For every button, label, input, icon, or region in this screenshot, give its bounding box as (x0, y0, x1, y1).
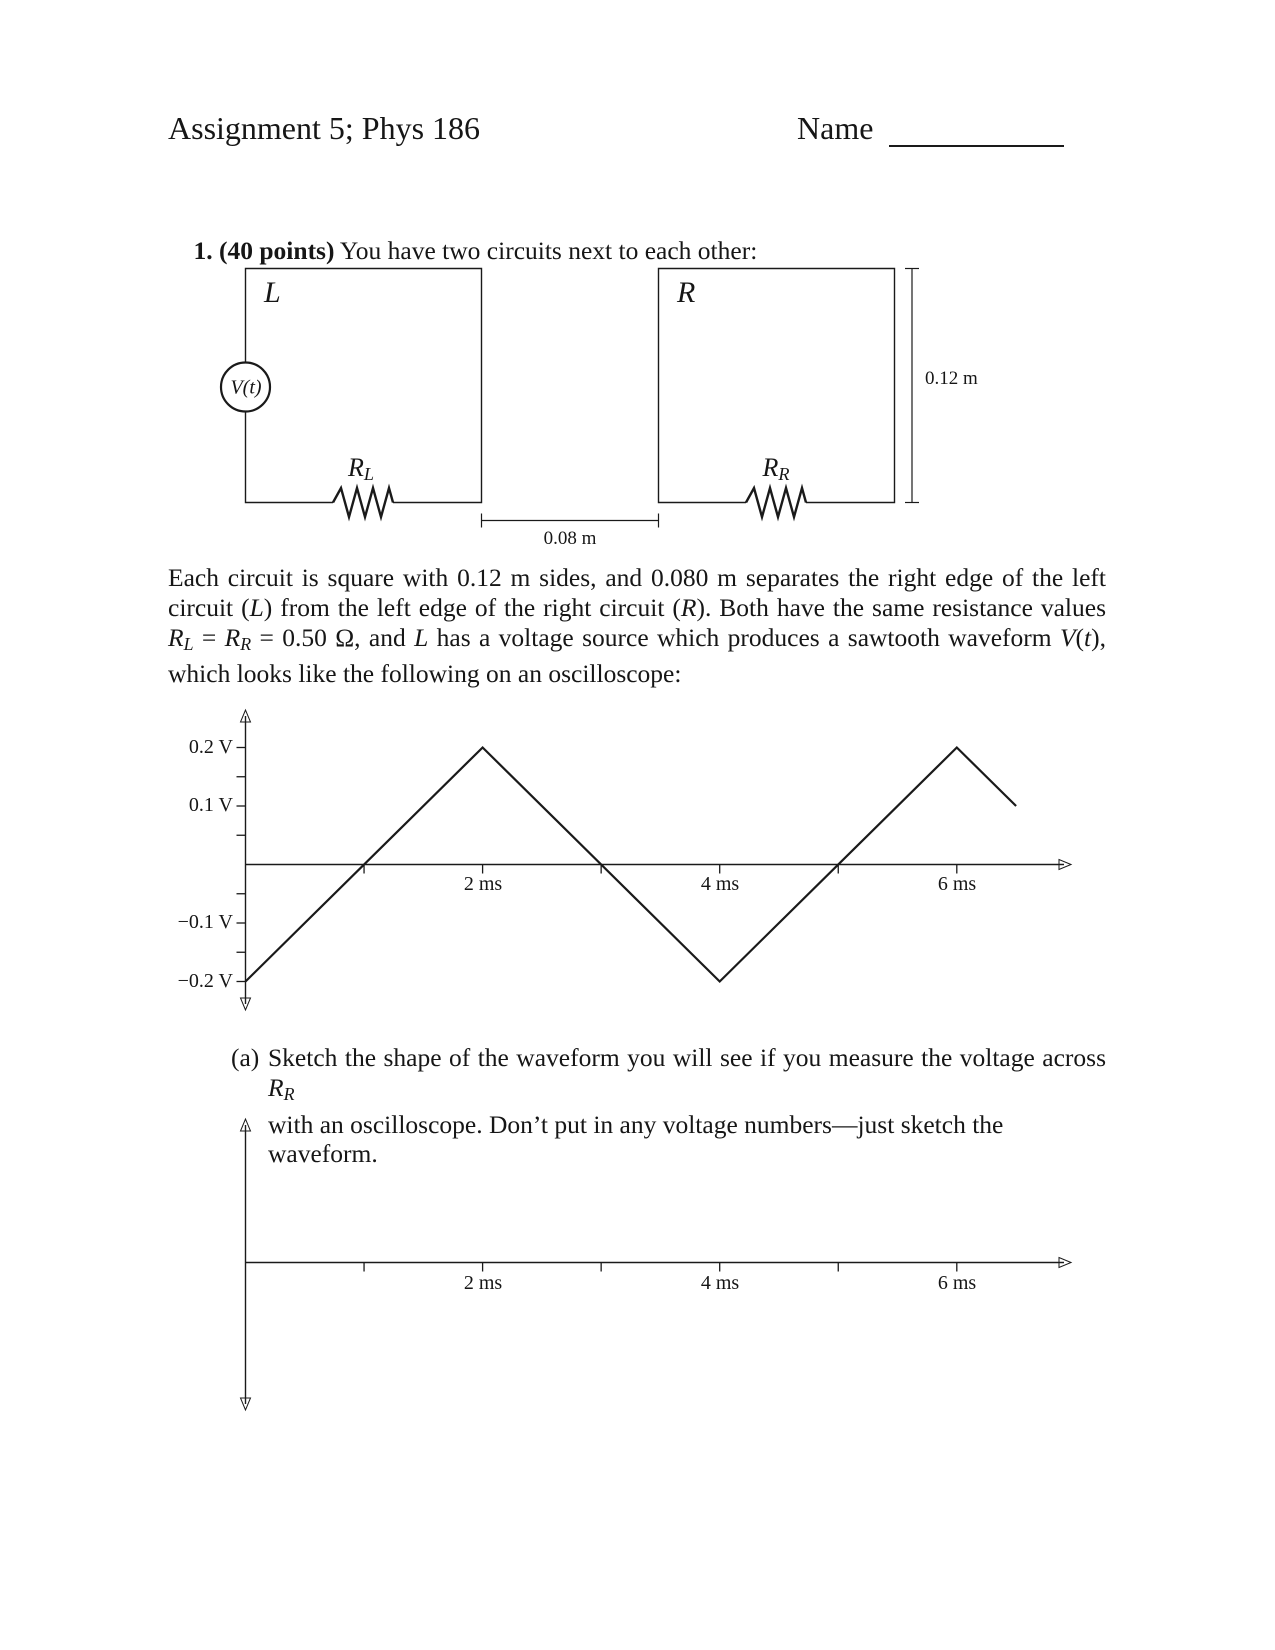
gap-dimension-label: 0.08 m (543, 528, 597, 549)
right-resistor-label (762, 453, 789, 485)
part-a-line-2: with an oscilloscope. Don’t put in any voltage numbers—just sketch the waveform. (268, 1109, 1004, 1169)
page-title: Assignment 5; Phys 186 (168, 110, 481, 146)
part-a-line-1 (268, 1043, 1106, 1110)
ytick-label-01: 0.1 V (188, 794, 233, 816)
math-t: t (1084, 622, 1092, 652)
xtick-label-4ms: 4 ms (700, 873, 740, 895)
right-resistor-base: R (762, 453, 779, 482)
text-segment: Sketch the shape of the waveform you will see if you measure the voltage across (268, 1043, 1106, 1072)
text-segment: circuit ( (168, 592, 250, 622)
ytick-label-neg02: −0.2 V (177, 970, 233, 992)
text-segment: ), (1091, 622, 1106, 652)
right-circuit-label: R (677, 276, 696, 309)
description-paragraph (168, 563, 1106, 689)
math-r: R (224, 622, 241, 652)
paragraph-line-2 (168, 593, 1106, 623)
math-v: V (1059, 622, 1076, 652)
gap-dimension-lines (482, 514, 659, 528)
height-dimension-label: 0.12 m (925, 368, 978, 389)
text-segment: ). Both have the same resistance values (696, 592, 1106, 622)
answer-x-ticks (364, 1263, 957, 1272)
text-segment: = (193, 622, 225, 652)
script-l-inline: L (414, 622, 429, 652)
left-resistor-base: R (347, 453, 364, 482)
scope-plot (237, 710, 1072, 1010)
text-segment: = 0.50 Ω, and (251, 622, 415, 652)
text-segment: ( (1075, 622, 1085, 652)
left-circuit-label: L (264, 276, 281, 309)
left-resistor-label (348, 453, 374, 485)
script-l-inline: L (249, 592, 264, 622)
scope-y-ticks (237, 748, 246, 982)
paragraph-line-4: which looks like the following on an oscilloscope: (168, 659, 682, 689)
math-r: R (268, 1072, 284, 1102)
math-sub-r: R (240, 633, 252, 654)
name-blank-line (889, 145, 1064, 147)
math-sub-r: R (283, 1083, 295, 1104)
script-r-inline: R (680, 592, 697, 622)
math-r: R (168, 622, 184, 652)
problem-points-label: (40 points) (219, 235, 335, 265)
part-a-text (268, 1043, 1106, 1169)
right-resistor-symbol (746, 488, 806, 517)
ytick-label-02: 0.2 V (188, 736, 233, 758)
xtick-label-2ms: 2 ms (463, 873, 503, 895)
problem-number: 1. (193, 235, 213, 265)
text-segment: ) from the left edge of the right circuit ( (263, 592, 681, 622)
answer-xtick-label-2ms: 2 ms (463, 1272, 503, 1294)
height-dimension-lines (905, 269, 919, 503)
part-a-label: (a) (231, 1043, 260, 1072)
left-resistor-symbol (333, 488, 393, 517)
right-resistor-sub: R (778, 464, 790, 484)
math-sub-l: L (183, 633, 194, 654)
text-segment: has a voltage source which produces a sawtooth waveform (428, 622, 1060, 652)
problem-statement (168, 206, 757, 295)
left-resistor-sub: L (363, 464, 375, 484)
name-label: Name (797, 110, 874, 146)
answer-xtick-label-4ms: 4 ms (700, 1272, 740, 1294)
voltage-source-label: V(t) (230, 376, 262, 399)
problem-intro-text: You have two circuits next to each other: (339, 235, 758, 265)
xtick-label-6ms: 6 ms (937, 873, 977, 895)
paragraph-line-3 (168, 623, 1106, 660)
answer-xtick-label-6ms: 6 ms (937, 1272, 977, 1294)
ytick-label-neg01: −0.1 V (177, 911, 233, 933)
paragraph-line-1: Each circuit is square with 0.12 m sides, and 0.080 m separates the right edge of the left (168, 563, 1106, 592)
